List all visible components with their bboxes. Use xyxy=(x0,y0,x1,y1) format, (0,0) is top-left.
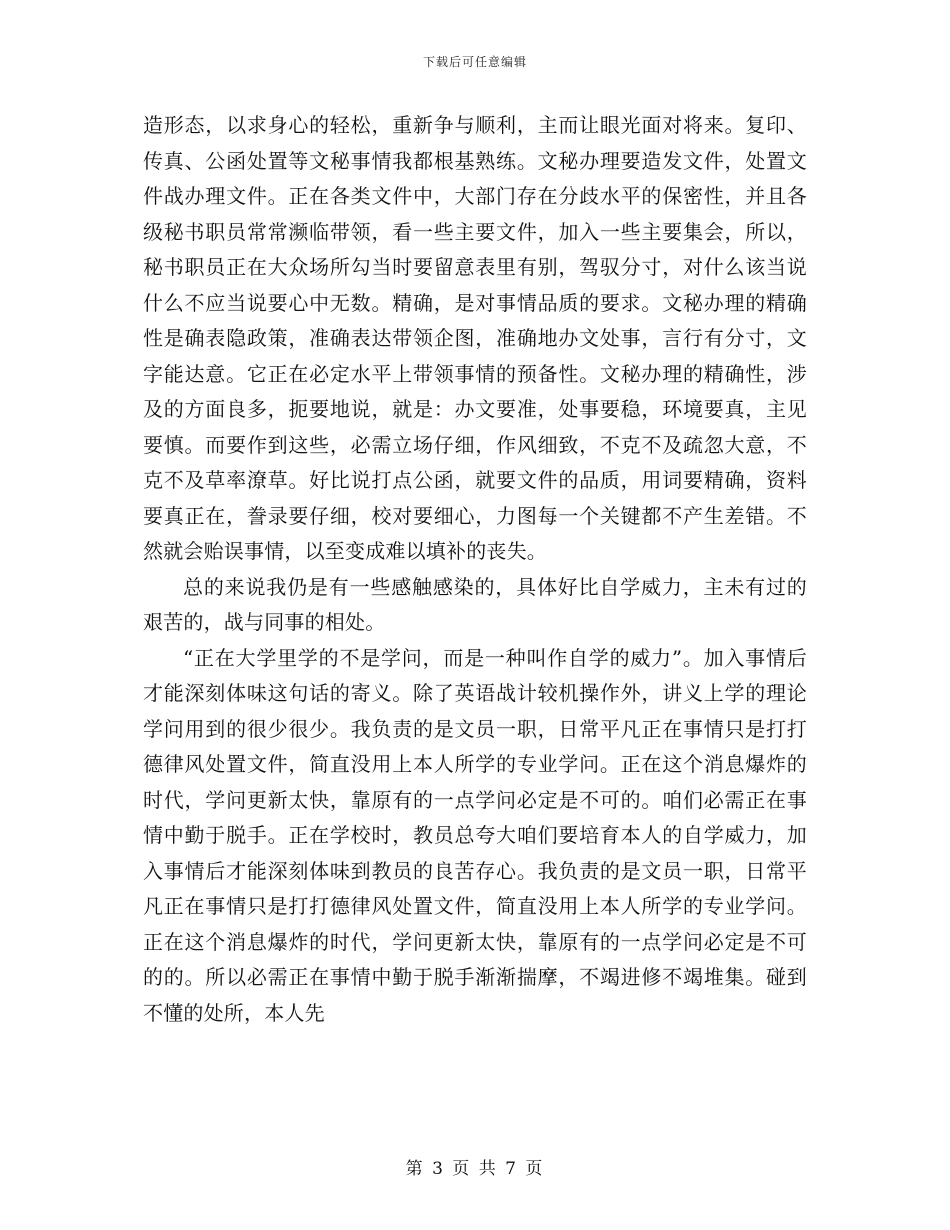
paragraph-2: 总的来说我仍是有一些感触感染的，具体好比自学威力，主未有过的艰苦的，战与同事的相处。 xyxy=(143,574,807,634)
paragraph-3: “正在大学里学的不是学问，而是一种叫作自学的威力”。加入事情后才能深刻体味这句话的寄义。除了英语战计较机操作外，讲义上学的理论学问用到的很少很少。我负责的是文员一职，日常平凡正在事情只是打打德律风处置文件，简直没用上本人所学的专业学问。正在这个消息爆炸的时代，学问更新太快，靠原有的一点学问必定是不可的。咱们必需正在事情中勤于脱手。正在学校时，教员总夸大咱们要培育本人的自学威力，加入事情后才能深刻体味到教员的良苦存心。我负责的是文员一职，日常平凡正在事情只是打打德律风处置文件，简直没用上本人所学的专业学问。正在这个消息爆炸的时代，学问更新太快，靠原有的一点学问必定是不可的的。所以必需正在事情中勤于脱手渐渐揣摩，不竭进修不竭堆集。碰到不懂的处所，本人先 xyxy=(143,645,807,1025)
document-body xyxy=(143,108,807,1031)
paragraph-1: 造形态，以求身心的轻松，重新争与顺利，主而让眼光面对将来。复印、传真、公函处置等文秘事情我都根基熟练。文秘办理要造发文件，处置文件战办理文件。正在各类文件中，大部门存在分歧水平的保密性，并且各级秘书职员常常濒临带领，看一些主要文件，加入一些主要集会，所以，秘书职员正在大众场所勾当时要留意表里有别，驾驭分寸，对什么该当说什么不应当说要心中无数。精确，是对事情品质的要求。文秘办理的精确性是确表隐政策，准确表达带领企图，准确地办文处事，言行有分寸，文字能达意。它正在必定水平上带领事情的预备性。文秘办理的精确性，涉及的方面良多，扼要地说，就是：办文要准，处事要稳，环境要真，主见要慎。而要作到这些，必需立场仔细，作风细致，不克不及疏忽大意，不克不及草率潦草。好比说打点公函，就要文件的品质，用词要精确，资料要真正在，誊录要仔细，校对要细心，力图每一个关键都不产生差错。不然就会贻误事情，以至变成难以填补的丧失。 xyxy=(143,113,807,563)
page-footer: 第 3 页 共 7 页 xyxy=(405,1159,545,1179)
page-header: 下载后可任意编辑 xyxy=(422,55,527,69)
